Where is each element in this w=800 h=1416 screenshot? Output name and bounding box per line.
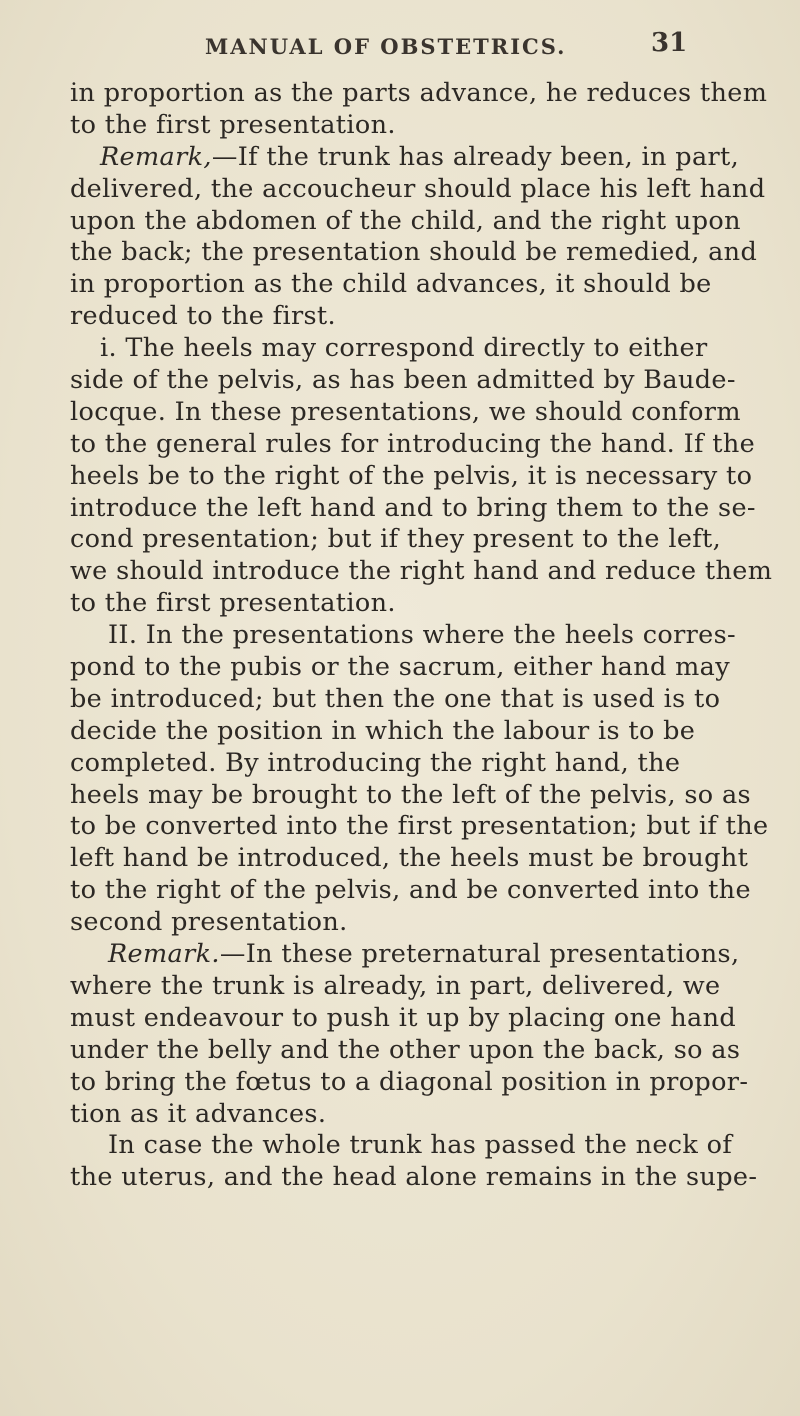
- text-line: to the first presentation.: [70, 588, 396, 619]
- text-line: must endeavour to push it up by placing one hand: [70, 1002, 737, 1033]
- text-line: side of the pelvis, as has been admitted by Baude-: [70, 365, 736, 396]
- text-line: to be converted into the first presentation; but if the: [70, 811, 769, 842]
- text-line: heels be to the right of the pelvis, it is necessary to: [70, 460, 753, 491]
- paragraph-remark-1: [70, 142, 800, 174]
- text-line: —In these preternatural presentations,: [219, 939, 740, 970]
- text-line: tion as it advances.: [70, 1098, 327, 1129]
- text-line: be introduced; but then the one that is used is to: [70, 683, 721, 714]
- text-line: left hand be introduced, the heels must be brought: [70, 843, 749, 874]
- paragraph-heading-i: i. The heels may correspond directly to either: [100, 333, 708, 364]
- page-number: 31: [651, 28, 688, 58]
- text-line: in proportion as the child advances, it should be: [70, 269, 712, 300]
- paragraph-start: In case the whole trunk has passed the neck of: [108, 1130, 733, 1161]
- text-line: reduced to the first.: [70, 301, 336, 332]
- text-line: locque. In these presentations, we should conform: [70, 396, 741, 427]
- text-line: pond to the pubis or the sacrum, either hand may: [70, 652, 730, 683]
- remark-label: Remark.: [108, 939, 220, 970]
- running-head: [0, 24, 800, 64]
- text-line: to the first presentation.: [70, 109, 396, 140]
- text-line: to the general rules for introducing the hand. If the: [70, 428, 756, 459]
- text-line: where the trunk is already, in part, delivered, we: [70, 970, 721, 1001]
- paragraph-remark-2: [70, 939, 800, 971]
- text-line: heels may be brought to the left of the pelvis, so as: [70, 779, 751, 810]
- text-line: introduce the left hand and to bring them to the se-: [70, 492, 756, 523]
- text-line: decide the position in which the labour is to be: [70, 715, 696, 746]
- text-line: under the belly and the other upon the back, so as: [70, 1034, 741, 1065]
- text-line: in proportion as the parts advance, he reduces them: [70, 78, 768, 108]
- text-line: we should introduce the right hand and reduce them: [70, 556, 773, 587]
- text-line: cond presentation; but if they present to the left,: [70, 524, 722, 555]
- remark-label: Remark,: [100, 141, 212, 172]
- text-line: completed. By introducing the right hand, the: [70, 747, 681, 778]
- text-line: the back; the presentation should be remedied, and: [70, 237, 758, 268]
- text-line: the uterus, and the head alone remains in the supe-: [70, 1162, 758, 1193]
- text-line: upon the abdomen of the child, and the right upon: [70, 205, 741, 236]
- body-text: [70, 78, 800, 1194]
- text-line: delivered, the accoucheur should place his left hand: [70, 173, 766, 204]
- text-line: to bring the fœtus to a diagonal position in propor-: [70, 1066, 749, 1097]
- text-line: second presentation.: [70, 907, 348, 938]
- text-line: to the right of the pelvis, and be converted into the: [70, 875, 751, 906]
- text-line: —If the trunk has already been, in part,: [211, 141, 740, 172]
- paragraph-heading-ii: II. In the presentations where the heels corres-: [108, 620, 737, 651]
- running-title: MANUAL OF OBSTETRICS.: [205, 34, 567, 59]
